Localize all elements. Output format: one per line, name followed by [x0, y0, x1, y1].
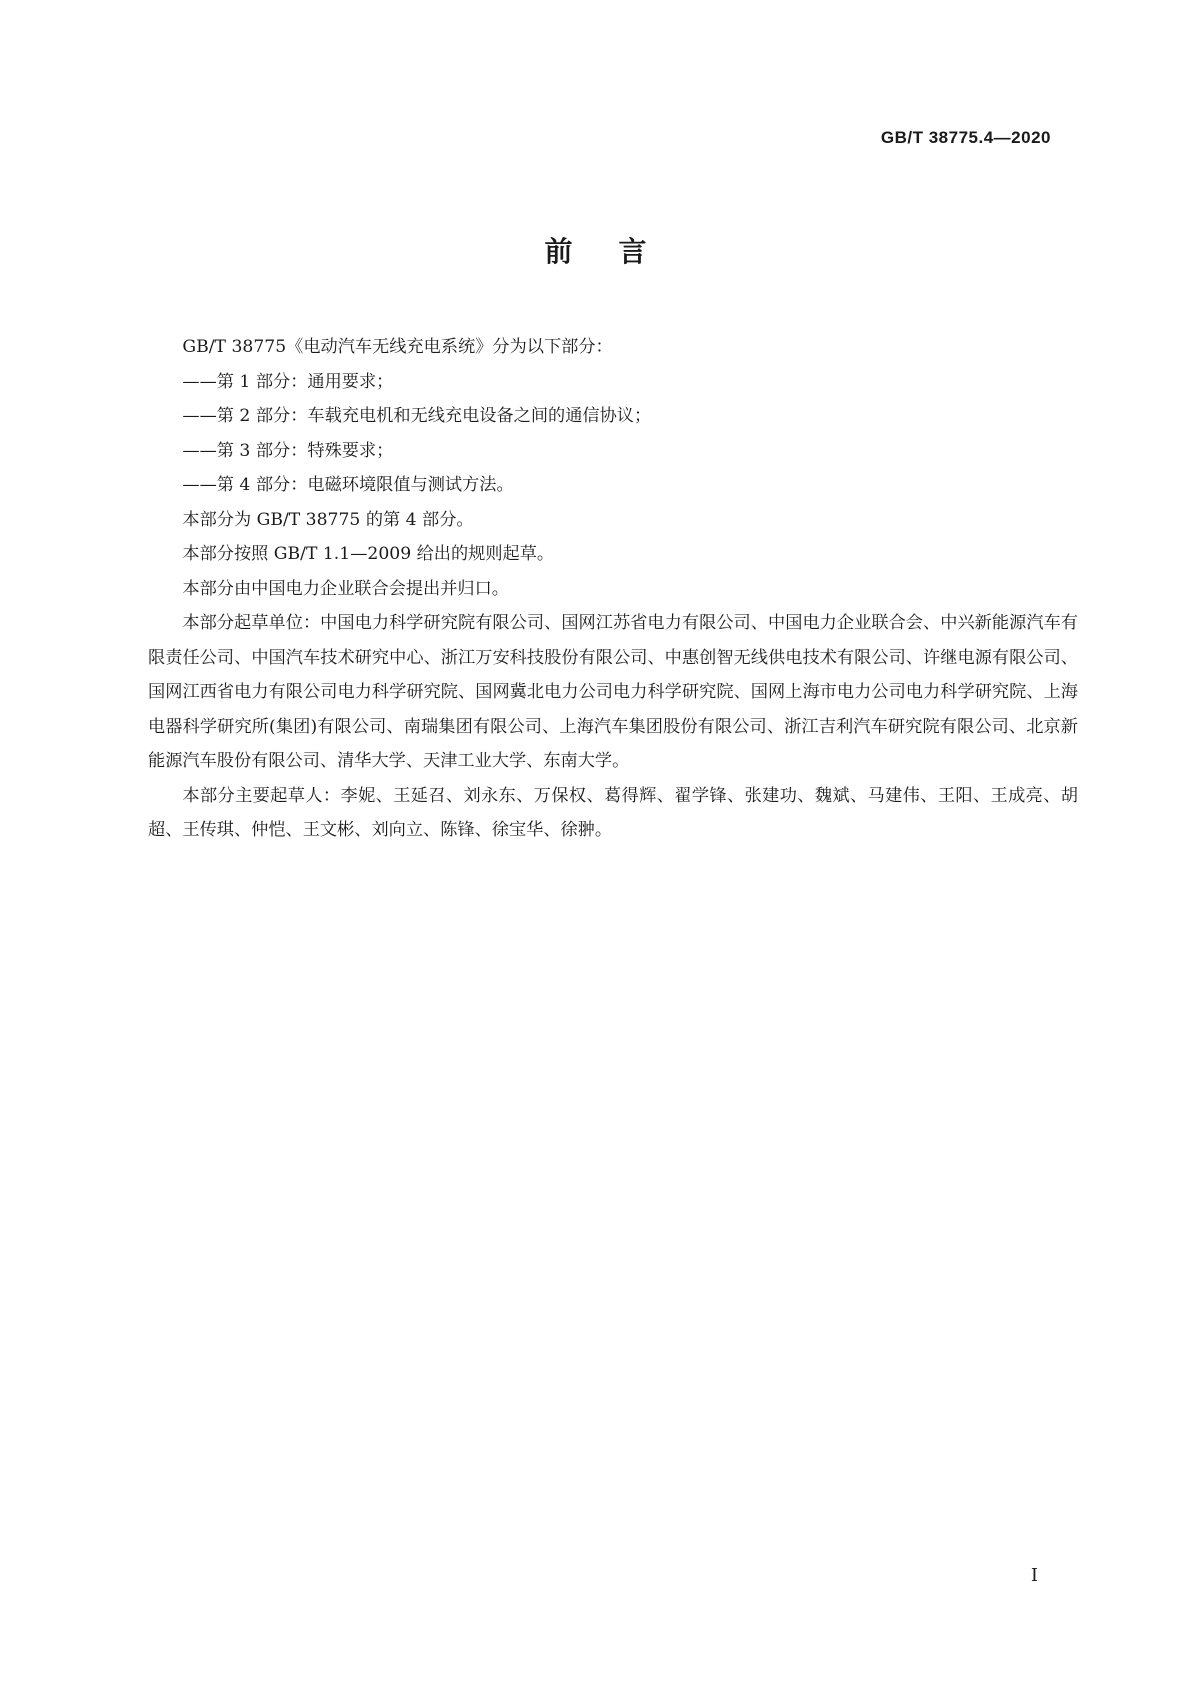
page-title: 前言	[544, 235, 693, 268]
list-item-part-1: ——第 1 部分：通用要求；	[182, 371, 394, 392]
list-item-part-2: ——第 2 部分：车载充电机和无线充电设备之间的通信协议；	[182, 406, 652, 426]
list-item-part-3: ——第 3 部分：特殊要求；	[182, 440, 394, 461]
foreword-body	[148, 330, 1078, 848]
paragraph-proposer: 本部分由中国电力企业联合会提出并归口。	[182, 578, 509, 599]
paragraph-this-part: 本部分为 GB/T 38775 的第 4 部分。	[182, 509, 474, 530]
paragraph-drafting-rules: 本部分按照 GB/T 1.1—2009 给出的规则起草。	[182, 544, 555, 564]
paragraph-drafting-units: 本部分起草单位：中国电力科学研究院有限公司、国网江苏省电力有限公司、中国电力企业联合会、中兴新能源汽车有限责任公司、中国汽车技术研究中心、浙江万安科技股份有限公司、中惠创智无线供电技术有限公司、许继电源有限公司、国网江西省电力有限公司电力科学研究院、国网冀北电力公司电力科学研究院、国网上海市电力公司电力科学研究院、上海电器科学研究所(集团)有限公司、南瑞集团有限公司、上海汽车集团股份有限公司、浙江吉利汽车研究院有限公司、北京新能源汽车股份有限公司、清华大学、天津工业大学、东南大学。	[148, 613, 1078, 771]
paragraph-drafters: 本部分主要起草人：李妮、王延召、刘永东、万保权、葛得辉、翟学锋、张建功、魏斌、马建伟、王阳、王成亮、胡超、王传琪、仲恺、王文彬、刘向立、陈锋、徐宝华、徐翀。	[148, 785, 1078, 840]
page-number: I	[1030, 1565, 1038, 1586]
list-item-part-4: ——第 4 部分：电磁环境限值与测试方法。	[182, 475, 514, 495]
standard-number: GB/T 38775.4—2020	[880, 128, 1051, 147]
paragraph-series-intro: GB/T 38775《电动汽车无线充电系统》分为以下部分：	[182, 337, 613, 357]
